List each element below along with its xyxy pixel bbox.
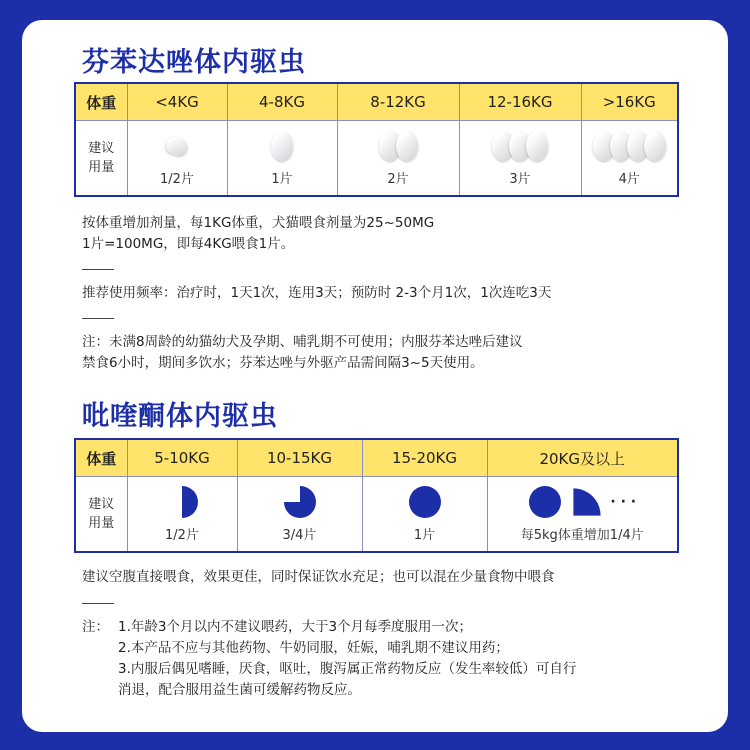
dose-cell [459, 121, 581, 197]
dose-text: 1片 [413, 528, 436, 543]
weight-cell: >16KG [581, 83, 678, 121]
dose-text: 1/2片 [165, 528, 199, 543]
dose-text: 3/4片 [282, 528, 317, 543]
weight-header: 体重 [75, 439, 127, 477]
dose-text: 4片 [618, 172, 640, 187]
three-quarter-tablet-icon [283, 485, 317, 519]
ellipsis: · · · [610, 494, 637, 510]
section2-title: 吡喹酮体内驱虫 [82, 401, 278, 432]
dose-label: 建议 用量 [75, 477, 127, 553]
weight-cell: 5-10KG [127, 439, 237, 477]
dosage-line: 按体重增加剂量，每1KG体重，犬猫喂食剂量为25~50MG [82, 215, 435, 231]
note-line: 3.内服后偶见嗜睡，厌食，呕吐，腹泻属正常药物反应（发生率较低）可自行 [118, 661, 577, 677]
weight-header: 体重 [75, 83, 127, 121]
note-text [82, 332, 523, 374]
dose-text: 1/2片 [160, 172, 194, 187]
dose-label: 建议 用量 [75, 121, 127, 197]
tablet-icon [396, 131, 418, 161]
note-line: 消退，配合服用益生菌可缓解药物反应。 [118, 682, 361, 698]
dose-cell [227, 121, 337, 197]
whole-tablet-icon [528, 485, 562, 519]
weight-cell: 8-12KG [337, 83, 459, 121]
weight-cell: 10-15KG [237, 439, 362, 477]
note-line: 1.年龄3个月以内不建议喂药，大于3个月每季度服用一次； [118, 619, 473, 635]
section1-title: 芬苯达唑体内驱虫 [82, 47, 306, 78]
dosage-line: 1片=100MG，即每4KG喂食1片。 [82, 236, 295, 252]
dose-cell [127, 477, 237, 553]
weight-cell: <4KG [127, 83, 227, 121]
divider [82, 318, 114, 319]
tablet-icon [271, 131, 293, 161]
note-line: 禁食6小时，期间多饮水；芬苯达唑与外驱产品需间隔3~5天使用。 [82, 355, 484, 371]
fenbendazole-dose-table [74, 82, 679, 197]
half-tablet-icon [165, 485, 199, 519]
dose-cell [337, 121, 459, 197]
notes-list [118, 617, 576, 701]
weight-cell: 20KG及以上 [487, 439, 678, 477]
dose-cell [127, 121, 227, 197]
frequency-text: 推荐使用频率：治疗时，1天1次，连用3天；预防时 2-3个月1次，1次连吃3天 [82, 285, 552, 301]
info-card [22, 20, 728, 732]
dose-text: 1片 [271, 172, 293, 187]
weight-cell: 4-8KG [227, 83, 337, 121]
divider [82, 603, 114, 604]
dose-cell [362, 477, 487, 553]
dosage-info [82, 213, 434, 255]
tablet-icon [526, 131, 548, 161]
dose-cell [581, 121, 678, 197]
dose-cell [237, 477, 362, 553]
weight-cell: 15-20KG [362, 439, 487, 477]
whole-tablet-icon [408, 485, 442, 519]
divider [82, 269, 114, 270]
half-tablet-icon [164, 134, 191, 158]
tablet-icon [644, 131, 666, 161]
note-line: 注：未满8周龄的幼猫幼犬及孕期、哺乳期不可使用；内服芬苯达唑后建议 [82, 334, 523, 350]
quarter-tablet-icon [570, 485, 604, 519]
praziquantel-dose-table [74, 438, 679, 553]
dose-text: 2片 [387, 172, 409, 187]
note-prefix: 注： [82, 619, 109, 635]
usage-text: 建议空腹直接喂食，效果更佳，同时保证饮水充足；也可以混在少量食物中喂食 [82, 569, 555, 585]
dose-text: 每5kg体重增加1/4片 [520, 528, 644, 543]
note-line: 2.本产品不应与其他药物、牛奶同服，妊娠，哺乳期不建议用药； [118, 640, 509, 656]
dose-cell [487, 477, 678, 553]
dose-text: 3片 [509, 172, 531, 187]
weight-cell: 12-16KG [459, 83, 581, 121]
